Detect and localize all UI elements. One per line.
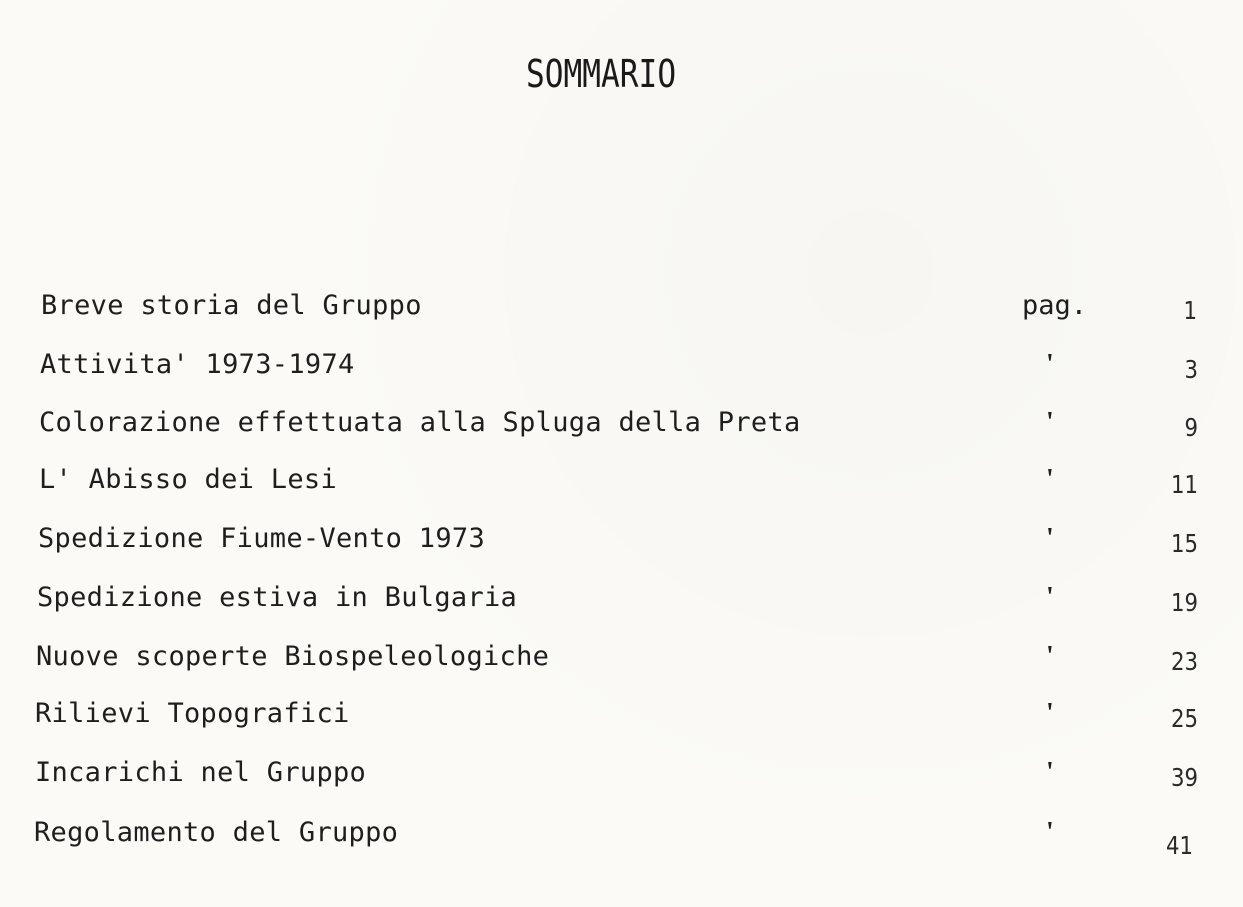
toc-entry (0, 582, 1243, 622)
toc-entry-page: 23 (1170, 647, 1198, 676)
toc-entry (0, 290, 1243, 330)
toc-entry-title: Spedizione estiva in Bulgaria (37, 582, 518, 613)
ditto-mark: ' (1046, 817, 1054, 848)
ditto-mark: ' (1046, 349, 1054, 380)
ditto-mark: ' (1046, 523, 1054, 554)
toc-entry-title: Spedizione Fiume-Vento 1973 (38, 523, 485, 554)
toc-entry-title: Regolamento del Gruppo (34, 817, 399, 848)
toc-entry-page: 15 (1170, 529, 1198, 558)
toc-entry (0, 757, 1243, 797)
toc-entry (0, 407, 1243, 447)
ditto-mark: ' (1046, 464, 1054, 495)
toc-entry (0, 349, 1243, 389)
toc-entry-title: Colorazione effettuata alla Spluga della Preta (39, 407, 801, 438)
toc-entry-page: 3 (1184, 355, 1198, 384)
toc-entry (0, 523, 1243, 563)
toc-entry-title: L' Abisso dei Lesi (39, 464, 337, 495)
toc-entry-page: 39 (1170, 763, 1198, 792)
toc-entry-title: Rilievi Topografici (35, 698, 350, 729)
toc-entry-page: 41 (1165, 831, 1193, 860)
toc-entry (0, 464, 1243, 504)
toc-entry-page: 19 (1170, 588, 1198, 617)
ditto-mark: ' (1046, 698, 1054, 729)
ditto-mark: ' (1046, 641, 1054, 672)
ditto-mark: ' (1046, 582, 1054, 613)
toc-entry-page: 9 (1184, 413, 1198, 442)
toc-entry-title: Attivita' 1973-1974 (40, 349, 355, 380)
pag-label: pag. (1022, 290, 1088, 321)
toc-entry (0, 698, 1243, 738)
toc-entry-page: 11 (1170, 470, 1198, 499)
toc-entry-title: Nuove scoperte Biospeleologiche (36, 641, 550, 672)
toc-entry-title: Breve storia del Gruppo (41, 290, 422, 321)
ditto-mark: ' (1046, 407, 1054, 438)
toc-entry-page: 1 (1183, 296, 1197, 325)
page-title: SOMMARIO (526, 52, 677, 96)
toc-entry (0, 817, 1243, 860)
toc-entry-page: 25 (1170, 704, 1198, 733)
toc-entry-title: Incarichi nel Gruppo (35, 757, 367, 788)
toc-entry (0, 641, 1243, 681)
ditto-mark: ' (1046, 757, 1054, 788)
